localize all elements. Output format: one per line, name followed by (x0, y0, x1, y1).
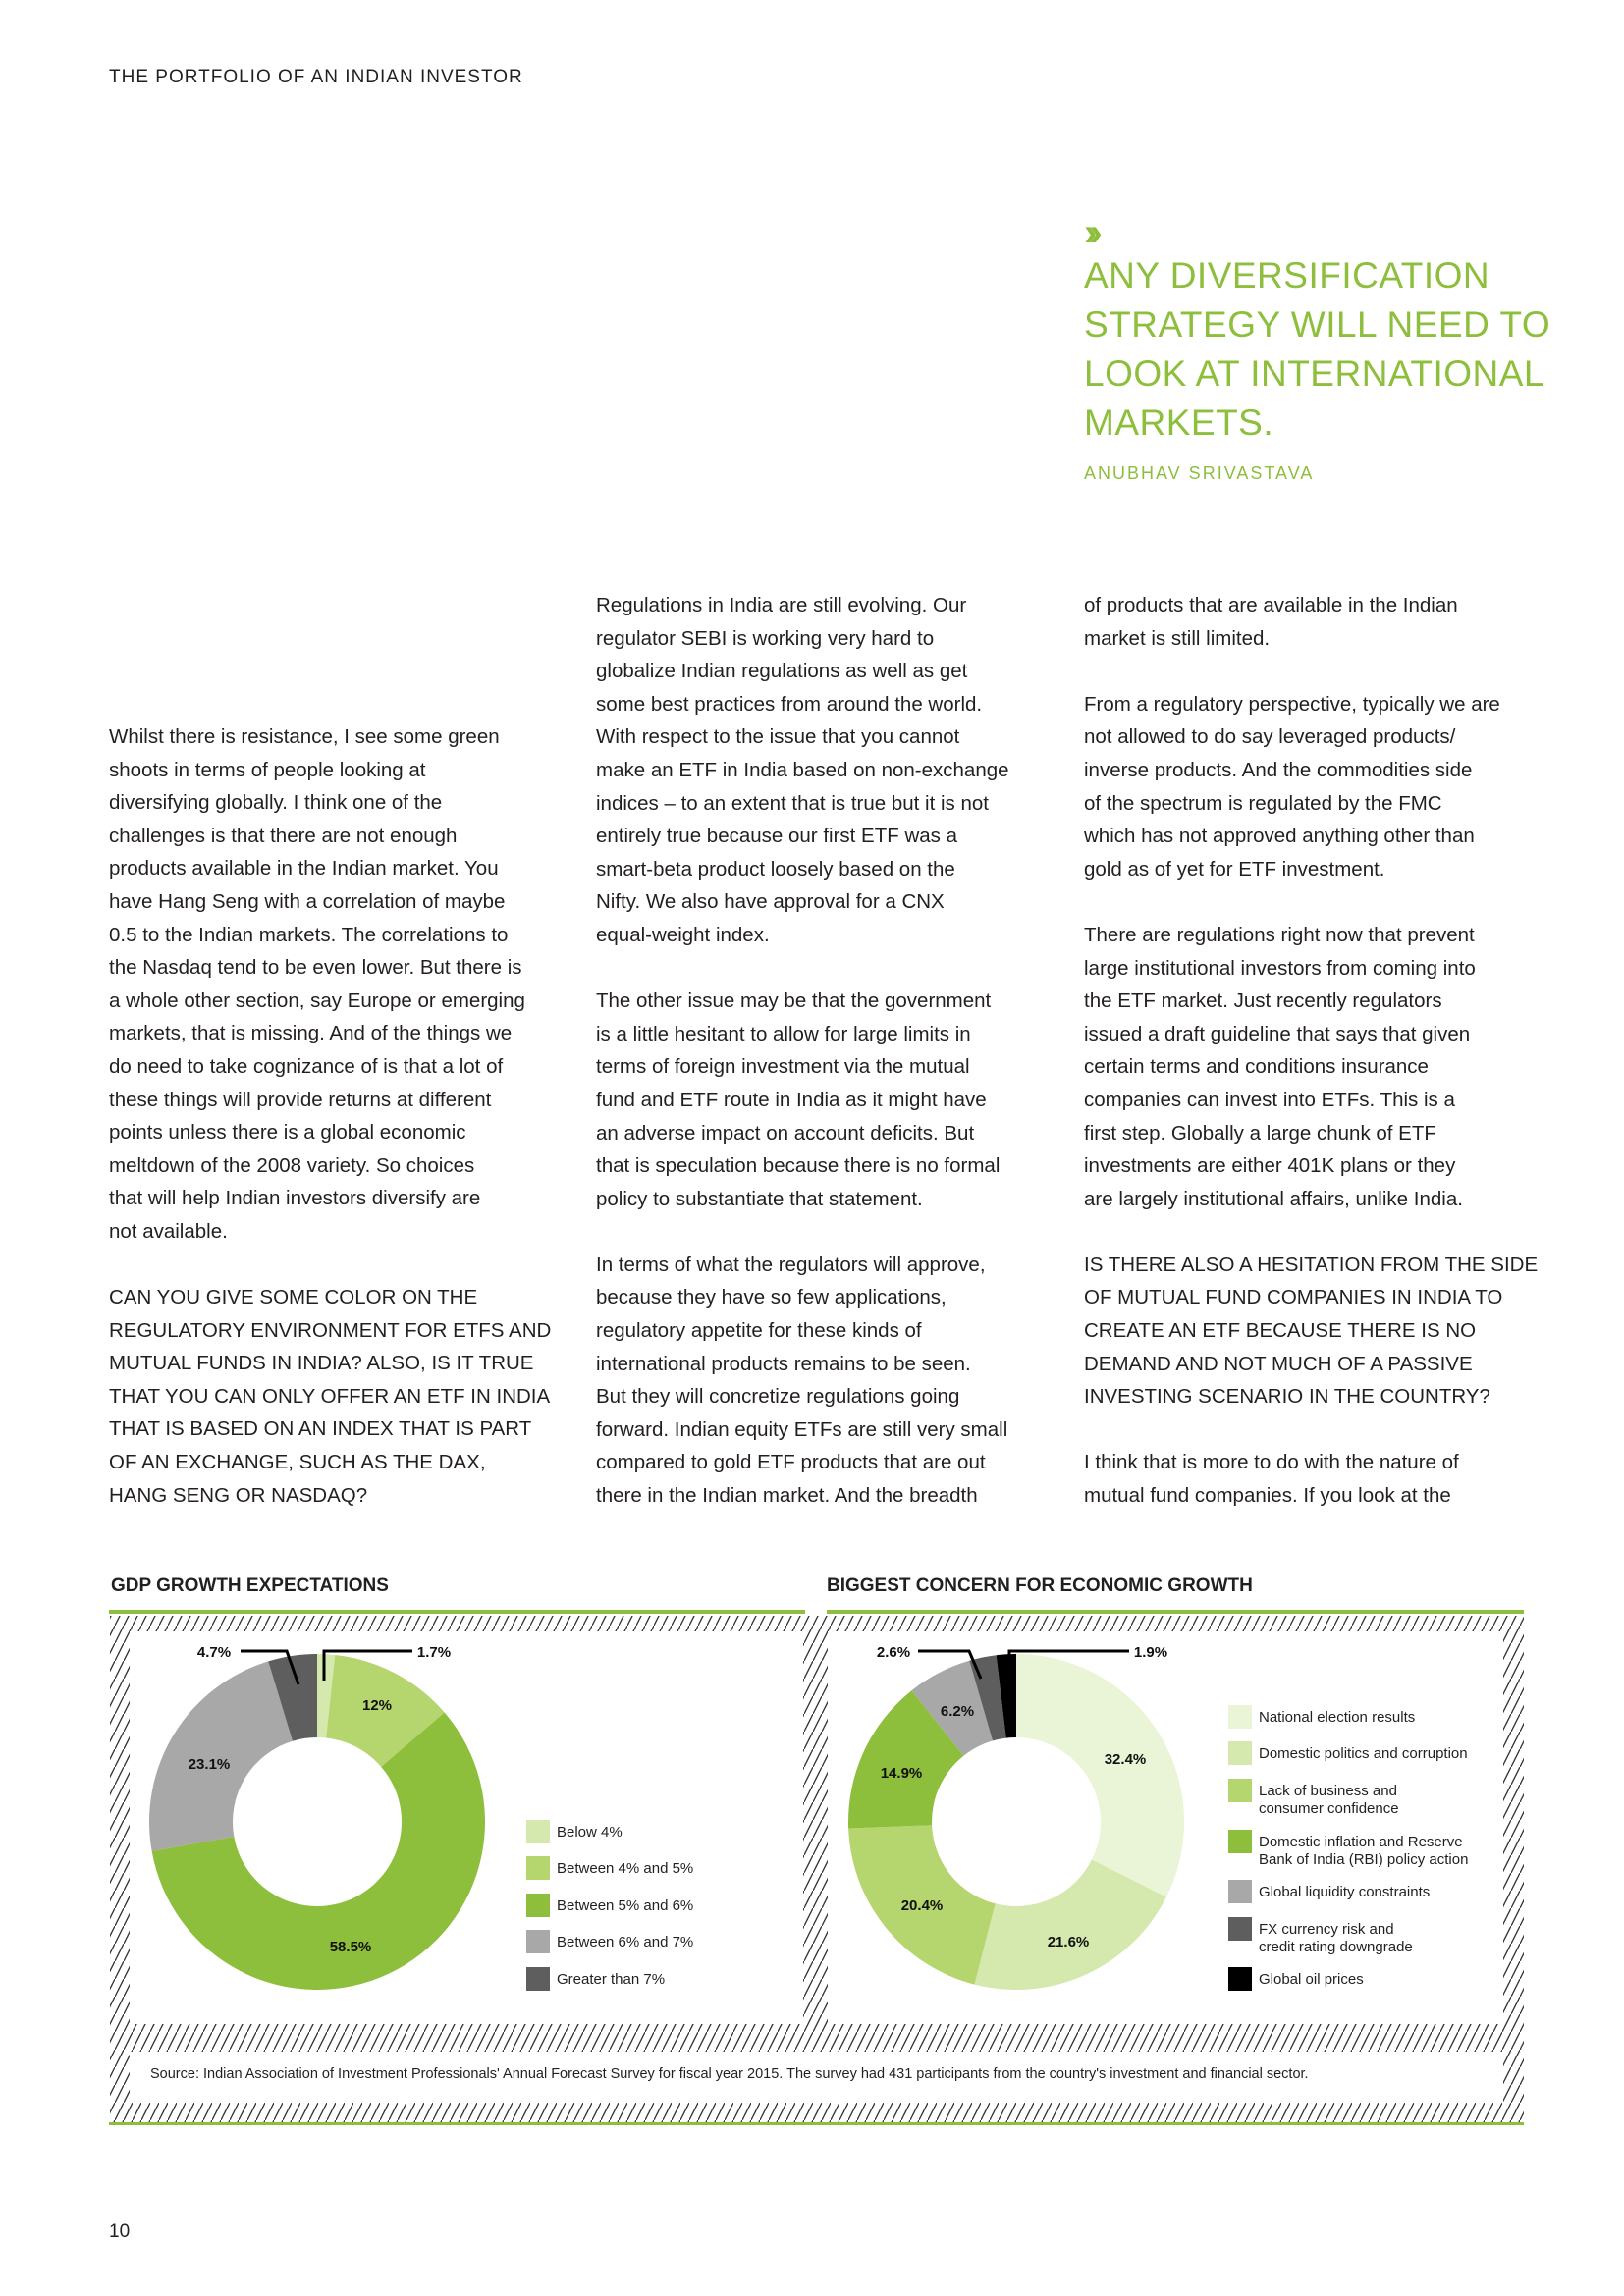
text-line: which has not approved anything other than (1084, 825, 1475, 848)
text-line: terms of foreign investment via the mutual (596, 1055, 970, 1079)
text-line: regulatory appetite for these kinds of (596, 1319, 922, 1343)
slice-label: 1.7% (416, 1644, 452, 1661)
text-line: not available. (109, 1219, 228, 1243)
text-line: investments are either 401K plans or they (1084, 1154, 1456, 1178)
slice-label: 23.1% (188, 1756, 231, 1773)
pull-quote-line: MARKETS. (1084, 402, 1274, 443)
legend-label-line: Domestic politics and corruption (1259, 1745, 1468, 1762)
legend-swatch (1228, 1917, 1252, 1941)
legend-label: Greater than 7% (557, 1971, 666, 1988)
legend-swatch (526, 1930, 550, 1953)
text-line: market is still limited. (1084, 626, 1271, 650)
text-line: compared to gold ETF products that are out (596, 1451, 986, 1474)
text-line: do need to take cognizance of is that a lot of (109, 1054, 504, 1078)
text-line: a whole other section, say Europe or emerging (109, 988, 525, 1012)
slice-label: 4.7% (196, 1644, 232, 1661)
legend-label (1259, 1971, 1364, 1989)
slice-label: 58.5% (329, 1939, 372, 1955)
text-line: globalize Indian regulations as well as get (596, 660, 968, 683)
text-line: smart-beta product loosely based on the (596, 857, 955, 881)
green-rule (827, 1610, 1524, 1614)
slice-label: 21.6% (1047, 1934, 1090, 1950)
text-line: INVESTING SCENARIO IN THE COUNTRY? (1084, 1385, 1490, 1409)
text-line: policy to substantiate that statement. (596, 1187, 923, 1210)
source-note: Source: Indian Association of Investment Professionals' Annual Forecast Survey for fiscal year 2015. The survey had 431 participants from the country's investment and financial sector. (150, 2066, 1309, 2082)
text-line: 0.5 to the Indian markets. The correlations to (109, 923, 509, 946)
pull-quote-line: STRATEGY WILL NEED TO (1084, 304, 1551, 345)
legend-label: Between 4% and 5% (557, 1860, 694, 1877)
text-line: there in the Indian market. And the breadth (596, 1484, 978, 1508)
slice-label: 12% (361, 1697, 393, 1714)
legend-swatch (1228, 1705, 1252, 1729)
text-line: because they have so few applications, (596, 1286, 947, 1309)
text-line: inverse products. And the commodities side (1084, 758, 1473, 781)
text-line: of the spectrum is regulated by the FMC (1084, 791, 1442, 815)
text-line: gold as of yet for ETF investment. (1084, 857, 1385, 881)
text-line: REGULATORY ENVIRONMENT FOR ETFS AND (109, 1318, 552, 1342)
legend-label-line: Lack of business and (1259, 1783, 1397, 1799)
legend-label (1259, 1834, 1468, 1869)
text-line: CAN YOU GIVE SOME COLOR ON THE (109, 1286, 478, 1309)
legend-label-line: National election results (1259, 1709, 1416, 1726)
text-line: international products remains to be seen. (596, 1352, 971, 1375)
text-line: certain terms and conditions insurance (1084, 1055, 1429, 1079)
text-line: the ETF market. Just recently regulators (1084, 989, 1442, 1013)
text-line: CREATE AN ETF BECAUSE THERE IS NO (1084, 1319, 1477, 1343)
legend-label-line: credit rating downgrade (1259, 1939, 1413, 1955)
legend-swatch (1228, 1967, 1252, 1991)
text-line: Whilst there is resistance, I see some green (109, 725, 500, 748)
text-line: MUTUAL FUNDS IN INDIA? ALSO, IS IT TRUE (109, 1352, 534, 1375)
legend-label-line: Global liquidity constraints (1259, 1884, 1431, 1900)
legend-label (1259, 1884, 1430, 1901)
legend-label (1259, 1783, 1399, 1818)
legend-label (1259, 1709, 1415, 1727)
text-line: challenges is that there are not enough (109, 824, 458, 847)
text-line: an adverse impact on account deficits. But (596, 1121, 975, 1145)
text-line: these things will provide returns at different (109, 1088, 492, 1111)
text-line: With respect to the issue that you cannot (596, 725, 960, 749)
legend-swatch (526, 1820, 550, 1843)
text-line: OF MUTUAL FUND COMPANIES IN INDIA TO (1084, 1286, 1503, 1309)
page-number: 10 (109, 2221, 131, 2242)
legend-swatch (1228, 1880, 1252, 1903)
pull-quote-line: ANY DIVERSIFICATION (1084, 255, 1490, 295)
text-line: DEMAND AND NOT MUCH OF A PASSIVE (1084, 1352, 1473, 1375)
text-line: first step. Globally a large chunk of ETF (1084, 1121, 1436, 1145)
legend-swatch (526, 1856, 550, 1880)
running-title: THE PORTFOLIO OF AN INDIAN INVESTOR (109, 67, 523, 87)
legend-swatch (1228, 1779, 1252, 1802)
legend-label-line: Global oil prices (1259, 1971, 1364, 1988)
text-line: But they will concretize regulations going (596, 1385, 960, 1409)
text-line: of products that are available in the Indian (1084, 594, 1458, 616)
text-line: THAT IS BASED ON AN INDEX THAT IS PART (109, 1417, 532, 1441)
text-line: some best practices from around the world. (596, 692, 983, 716)
text-line: not allowed to do say leveraged products/ (1084, 725, 1456, 749)
text-line: entirely true because our first ETF was a (596, 825, 958, 848)
text-line: Regulations in India are still evolving. Our (596, 594, 967, 616)
text-line: HANG SENG OR NASDAQ? (109, 1483, 368, 1507)
slice-label: 32.4% (1104, 1751, 1147, 1768)
text-line: Nifty. We also have approval for a CNX (596, 890, 945, 914)
legend-label-line: FX currency risk and (1259, 1921, 1394, 1938)
text-line: In terms of what the regulators will approve, (596, 1253, 986, 1276)
text-line: is a little hesitant to allow for large limits in (596, 1022, 971, 1045)
text-line: equal-weight index. (596, 923, 770, 946)
legend-swatch (1228, 1830, 1252, 1853)
gdp-chart-title: GDP GROWTH EXPECTATIONS (111, 1575, 389, 1596)
legend-label-line: consumer confidence (1259, 1800, 1399, 1817)
text-line: that will help Indian investors diversify are (109, 1187, 481, 1210)
legend-swatch (526, 1894, 550, 1917)
text-line: diversifying globally. I think one of the (109, 791, 443, 815)
slice-label: 14.9% (880, 1765, 923, 1782)
slice-label: 20.4% (900, 1897, 944, 1914)
text-line: points unless there is a global economic (109, 1121, 466, 1145)
text-line: THAT YOU CAN ONLY OFFER AN ETF IN INDIA (109, 1384, 551, 1408)
text-line: The other issue may be that the government (596, 989, 992, 1013)
concern-chart-title: BIGGEST CONCERN FOR ECONOMIC GROWTH (827, 1575, 1253, 1596)
legend-swatch (526, 1967, 550, 1991)
text-line: forward. Indian equity ETFs are still very small (596, 1417, 1008, 1441)
green-rule (109, 2122, 1524, 2125)
pull-quote-author: ANUBHAV SRIVASTAVA (1084, 463, 1315, 483)
slice-label: 2.6% (876, 1644, 911, 1661)
text-line: make an ETF in India based on non-exchange (596, 758, 1009, 781)
text-line: issued a draft guideline that says that given (1084, 1022, 1471, 1045)
legend-label: Between 6% and 7% (557, 1934, 694, 1950)
text-line: fund and ETF route in India as it might have (596, 1088, 987, 1111)
text-line: mutual fund companies. If you look at the (1084, 1484, 1451, 1508)
text-line: large institutional investors from coming into (1084, 956, 1476, 980)
text-line: meltdown of the 2008 variety. So choices (109, 1153, 475, 1177)
pull-quote-line: LOOK AT INTERNATIONAL (1084, 353, 1544, 394)
text-line: There are regulations right now that prevent (1084, 923, 1475, 946)
legend-label (1259, 1745, 1468, 1763)
text-line: are largely institutional affairs, unlike India. (1084, 1187, 1463, 1210)
legend-label: Below 4% (557, 1824, 623, 1841)
text-line: From a regulatory perspective, typically we are (1084, 692, 1500, 716)
text-line: shoots in terms of people looking at (109, 758, 426, 781)
text-line: that is speculation because there is no formal (596, 1154, 1001, 1178)
legend-swatch (1228, 1741, 1252, 1765)
text-line: IS THERE ALSO A HESITATION FROM THE SIDE (1084, 1253, 1539, 1276)
text-line: I think that is more to do with the nature of (1084, 1451, 1459, 1474)
text-line: markets, that is missing. And of the things we (109, 1022, 513, 1045)
text-line: OF AN EXCHANGE, SUCH AS THE DAX, (109, 1451, 486, 1474)
legend-label-line: Domestic inflation and Reserve (1259, 1834, 1463, 1850)
text-line: the Nasdaq tend to be even lower. But there is (109, 956, 522, 980)
text-line: indices – to an extent that is true but it is not (596, 791, 989, 815)
green-rule (109, 1610, 805, 1614)
text-line: have Hang Seng with a correlation of maybe (109, 889, 506, 913)
legend-label: Between 5% and 6% (557, 1897, 694, 1914)
text-line: products available in the Indian market. You (109, 857, 499, 881)
slice-label: 6.2% (940, 1703, 975, 1720)
legend-label-line: Bank of India (RBI) policy action (1259, 1851, 1469, 1868)
legend-label (1259, 1921, 1413, 1956)
text-line: companies can invest into ETFs. This is a (1084, 1088, 1455, 1111)
double-chevron-right-icon: ›› (1084, 211, 1095, 254)
text-line: regulator SEBI is working very hard to (596, 626, 935, 650)
slice-label: 1.9% (1133, 1644, 1168, 1661)
